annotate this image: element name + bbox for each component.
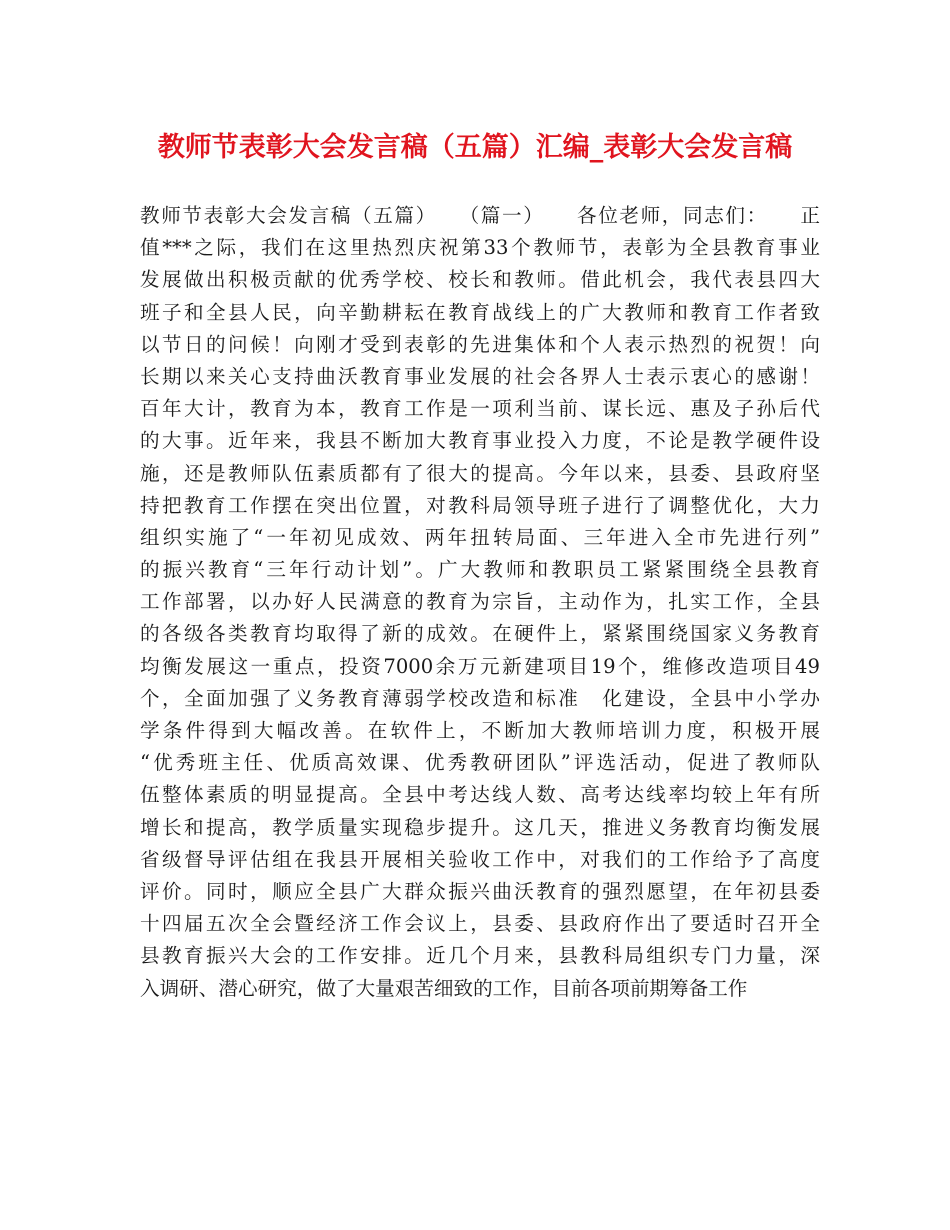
body-line: “优秀班主任、优质高效课、优秀教研团队”评选活动，促进了教师队 xyxy=(140,751,820,775)
body-line: 班子和全县人民，向辛勤耕耘在教育战线上的广大教师和教育工作者致 xyxy=(140,300,820,324)
body-line: 均衡发展这一重点，投资7000余万元新建项目19个，维修改造项目49 xyxy=(140,654,820,678)
body-line: 长期以来关心支持曲沃教育事业发展的社会各界人士表示衷心的感谢！ xyxy=(140,364,820,388)
body-line: 值***之际，我们在这里热烈庆祝第33个教师节，表彰为全县教育事业 xyxy=(140,236,820,260)
body-line: 的大事。近年来，我县不断加大教育事业投入力度，不论是教学硬件设 xyxy=(140,429,820,453)
body-line: 组织实施了“一年初见成效、两年扭转局面、三年进入全市先进行列” xyxy=(140,525,820,549)
body-line: 教师节表彰大会发言稿（五篇） （篇一） 各位老师，同志们： 正 xyxy=(140,204,820,227)
body-line: 入调研、潜心研究，做了大量艰苦细致的工作，目前各项前期筹备工作 xyxy=(140,976,748,1000)
body-line: 伍整体素质的明显提高。全县中考达线人数、高考达线率均较上年有所 xyxy=(140,783,820,807)
body-line: 省级督导评估组在我县开展相关验收工作中，对我们的工作给予了高度 xyxy=(140,847,820,871)
body-line: 学条件得到大幅改善。在软件上，不断加大教师培训力度，积极开展 xyxy=(140,719,820,742)
body-line: 百年大计，教育为本，教育工作是一项利当前、谋长远、惠及子孙后代 xyxy=(140,397,820,421)
body-line: 评价。同时，顺应全县广大群众振兴曲沃教育的强烈愿望，在年初县委 xyxy=(140,879,820,903)
body-line: 施，还是教师队伍素质都有了很大的提高。今年以来，县委、县政府坚 xyxy=(140,461,820,485)
body-line: 的各级各类教育均取得了新的成效。在硬件上，紧紧围绕国家义务教育 xyxy=(140,622,820,646)
body-line: 个，全面加强了义务教育薄弱学校改造和标准 化建设，全县中小学办 xyxy=(140,686,820,710)
body-line: 十四届五次全会暨经济工作会议上，县委、县政府作出了要适时召开全 xyxy=(140,912,820,936)
body-line: 持把教育工作摆在突出位置，对教科局领导班子进行了调整优化，大力 xyxy=(140,493,820,517)
body-line: 的振兴教育“三年行动计划”。广大教师和教职员工紧紧围绕全县教育 xyxy=(140,558,820,582)
document-title: 教师节表彰大会发言稿（五篇）汇编_表彰大会发言稿 xyxy=(157,132,793,163)
body-line: 县教育振兴大会的工作安排。近几个月来，县教科局组织专门力量，深 xyxy=(140,944,820,968)
body-line: 工作部署，以办好人民满意的教育为宗旨，主动作为，扎实工作，全县 xyxy=(140,590,820,614)
document-body xyxy=(140,200,820,1005)
body-line: 发展做出积极贡献的优秀学校、校长和教师。借此机会，我代表县四大 xyxy=(140,268,820,292)
body-line: 增长和提高，教学质量实现稳步提升。这几天，推进义务教育均衡发展 xyxy=(140,815,820,839)
body-line: 以节日的问候！向刚才受到表彰的先进集体和个人表示热烈的祝贺！向 xyxy=(140,332,820,356)
